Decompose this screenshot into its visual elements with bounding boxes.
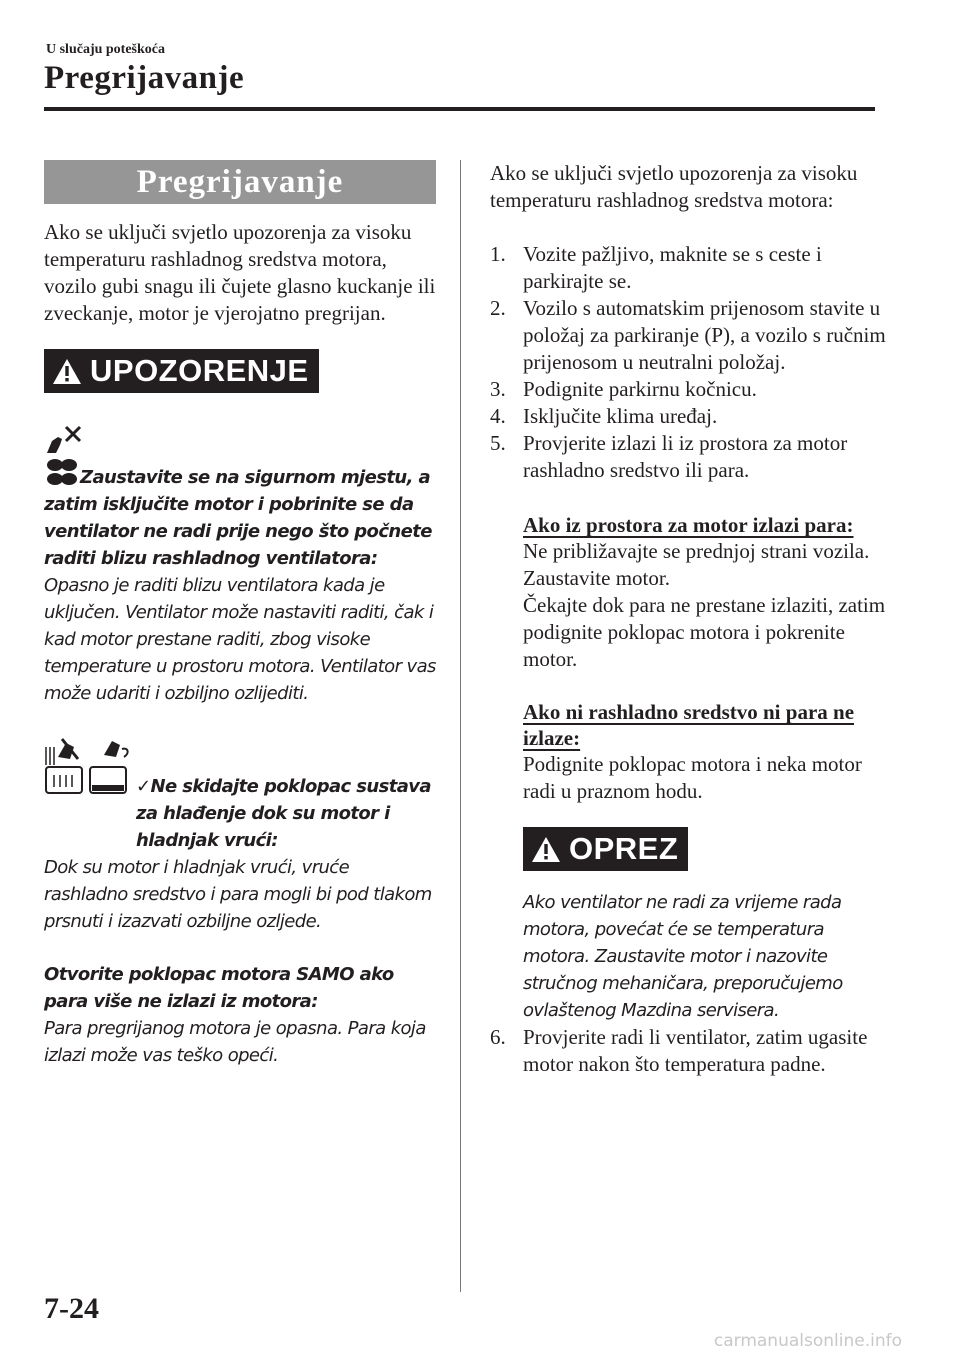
hood-warning-heading: Otvorite poklopac motora SAMO ako para više ne izlazi iz motora: [44, 964, 394, 1012]
list-item: 1. Vozite pažljivo, maknite se s ceste i parkirajte se. [490, 242, 822, 293]
fan-icon [44, 457, 80, 487]
warning-badge-label: UPOZORENJE [90, 353, 309, 388]
steps-list-continued [490, 1024, 890, 1078]
steam-heading: Ako iz prostora za motor izlazi para: [523, 513, 854, 537]
section-intro: Ako se uključi svjetlo upozorenja za visoku temperaturu rashladnog sredstva motora, vozilo gubi snagu ili čujete glasno kuckanje ili zveckanje, motor je vjerojatno pregrijan. [44, 220, 436, 325]
caution-text: Ako ventilator ne radi za vrijeme rada motora, povećat će se temperatura motora. Zaustavite motor i nazovite stručnog mehaničara, preporučujemo ovlaštenog Mazdina servisera. [523, 892, 843, 1021]
steam-block [490, 512, 890, 1024]
list-item: 3. Podignite parkirnu kočnicu. [490, 377, 757, 401]
caution-badge [523, 827, 688, 871]
right-intro: Ako se uključi svjetlo upozorenja za visoku temperaturu rashladnog sredstva motora: [490, 161, 858, 212]
warning-badge [44, 349, 319, 393]
warning-triangle-icon [52, 358, 82, 385]
steps-list [490, 241, 890, 484]
page-title: Pregrijavanje [44, 60, 245, 96]
cap-warning-text: Dok su motor i hladnjak vrući, vruće rashladno sredstvo i para mogli bi pod tlakom prsnuti i izazvati ozbiljne ozljede. [44, 857, 432, 932]
fan-warning-text: Opasno je raditi blizu ventilatora kada je uključen. Ventilator može nastaviti raditi, čak i kad motor prestane raditi, zbog visoke temperature u prostoru motora. Ventilator vas može udariti i ozbiljno ozlijediti. [44, 575, 436, 704]
hood-warning-text: Para pregrijanog motora je opasna. Para koja izlazi može vas teško opeći. [44, 1018, 426, 1066]
list-item: 5. Provjerite izlazi li iz prostora za motor rashladno sredstvo ili para. [490, 431, 848, 482]
column-divider [460, 160, 461, 1292]
no-steam-text: Podignite poklopac motora i neka motor radi u praznom hodu. [523, 752, 862, 803]
check-icon: ✓ [136, 776, 151, 797]
list-item: 4. Isključite klima uređaj. [490, 404, 718, 428]
no-hands-icon [44, 423, 84, 457]
caution-badge-label: OPREZ [569, 831, 679, 866]
breadcrumb: U slučaju poteškoća [46, 42, 166, 57]
steam-line-2: Čekajte dok para ne prestane izlaziti, zatim podignite poklopac motora i pokrenite motor. [523, 593, 886, 671]
list-item: 2. Vozilo s automatskim prijenosom stavite u položaj za parkiranje (P), a vozilo s ručnim prijenosom u neutralni položaj. [490, 296, 886, 374]
header-rule [44, 107, 875, 111]
right-column [490, 160, 890, 1078]
fan-warning-heading: Zaustavite se na sigurnom mjestu, a zatim isključite motor i pobrinite se da ventilator ne radi prije nego što počnete raditi blizu rashladnog ventilatora: [44, 457, 436, 572]
warning-triangle-icon [531, 836, 561, 863]
list-item: 6. Provjerite radi li ventilator, zatim ugasite motor nakon što temperatura padne. [490, 1025, 868, 1076]
cap-warning-heading: ✓Ne skidajte poklopac sustava za hlađenje dok su motor i hladnjak vrući: [136, 776, 431, 851]
no-steam-heading: Ako ni rashladno sredstvo ni para ne izlaze: [523, 700, 855, 750]
watermark: carmanualsonline.info [713, 1331, 902, 1351]
page-number: 7-24 [44, 1292, 99, 1325]
steam-line-1: Ne približavajte se prednjoj strani vozila. Zaustavite motor. [523, 539, 870, 590]
left-column [44, 160, 436, 1069]
section-banner: Pregrijavanje [44, 160, 436, 204]
